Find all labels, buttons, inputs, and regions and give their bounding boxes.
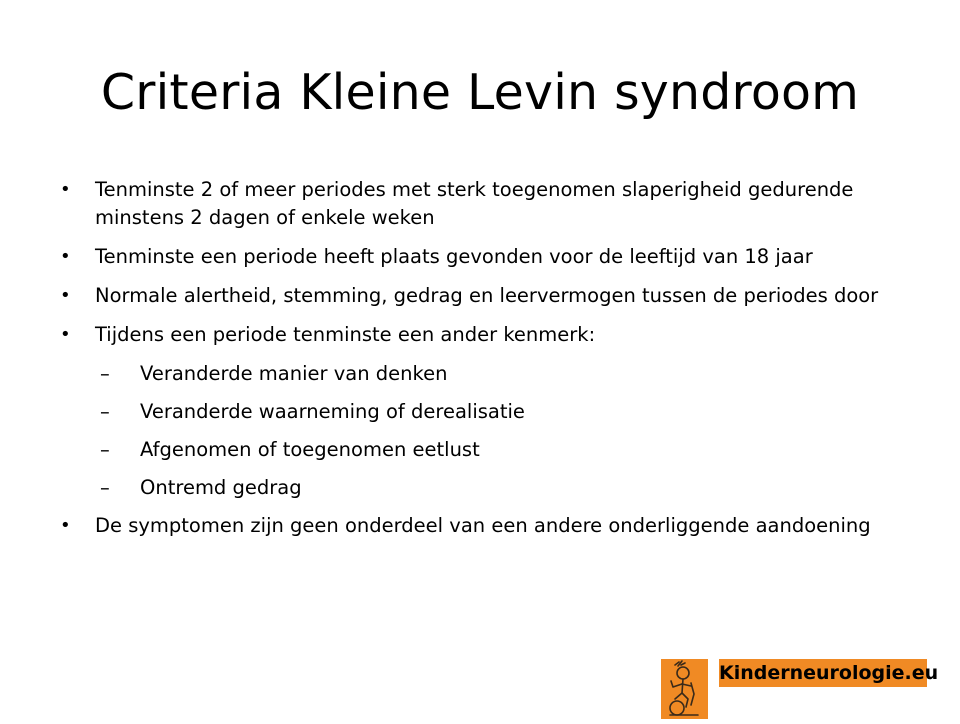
sub-bullet-item xyxy=(60,436,920,464)
sub-bullet-text: Veranderde waarneming of derealisatie xyxy=(140,400,525,423)
bullet-marker: • xyxy=(60,515,71,536)
sub-bullet-text: Afgenomen of toegenomen eetlust xyxy=(140,438,480,461)
dash-marker: – xyxy=(100,438,110,461)
sub-bullet-text: Veranderde manier van denken xyxy=(140,362,448,385)
logo-text: Kinderneurologie.eu xyxy=(719,659,927,687)
sub-bullet-item xyxy=(60,360,920,388)
bullet-text: De symptomen zijn geen onderdeel van een andere onderliggende aandoening xyxy=(95,514,871,537)
slide-title: Criteria Kleine Levin syndroom xyxy=(100,64,860,121)
bullet-item xyxy=(60,282,920,310)
dash-marker: – xyxy=(100,362,110,385)
bullet-marker: • xyxy=(60,246,71,267)
bullet-item xyxy=(60,321,920,349)
sub-bullet-text: Ontremd gedrag xyxy=(140,476,302,499)
kinderneurologie-logo xyxy=(661,659,939,719)
sub-bullet-item xyxy=(60,474,920,502)
sub-bullet-item xyxy=(60,398,920,426)
bullet-text: Tenminste 2 of meer periodes met sterk toegenomen slaperigheid gedurende minstens 2 dagen of enkele weken xyxy=(95,178,854,229)
bullet-item xyxy=(60,512,920,540)
dash-marker: – xyxy=(100,400,110,423)
bullet-text: Tijdens een periode tenminste een ander kenmerk: xyxy=(95,323,596,346)
bullet-text: Tenminste een periode heeft plaats gevonden voor de leeftijd van 18 jaar xyxy=(95,245,813,268)
child-figure-icon xyxy=(661,659,708,719)
bullet-marker: • xyxy=(60,324,71,345)
dash-marker: – xyxy=(100,476,110,499)
bullet-list xyxy=(60,176,920,551)
bullet-item xyxy=(60,243,920,271)
bullet-item xyxy=(60,176,920,232)
bullet-text: Normale alertheid, stemming, gedrag en leervermogen tussen de periodes door xyxy=(95,284,879,307)
bullet-marker: • xyxy=(60,285,71,306)
bullet-marker: • xyxy=(60,179,71,200)
